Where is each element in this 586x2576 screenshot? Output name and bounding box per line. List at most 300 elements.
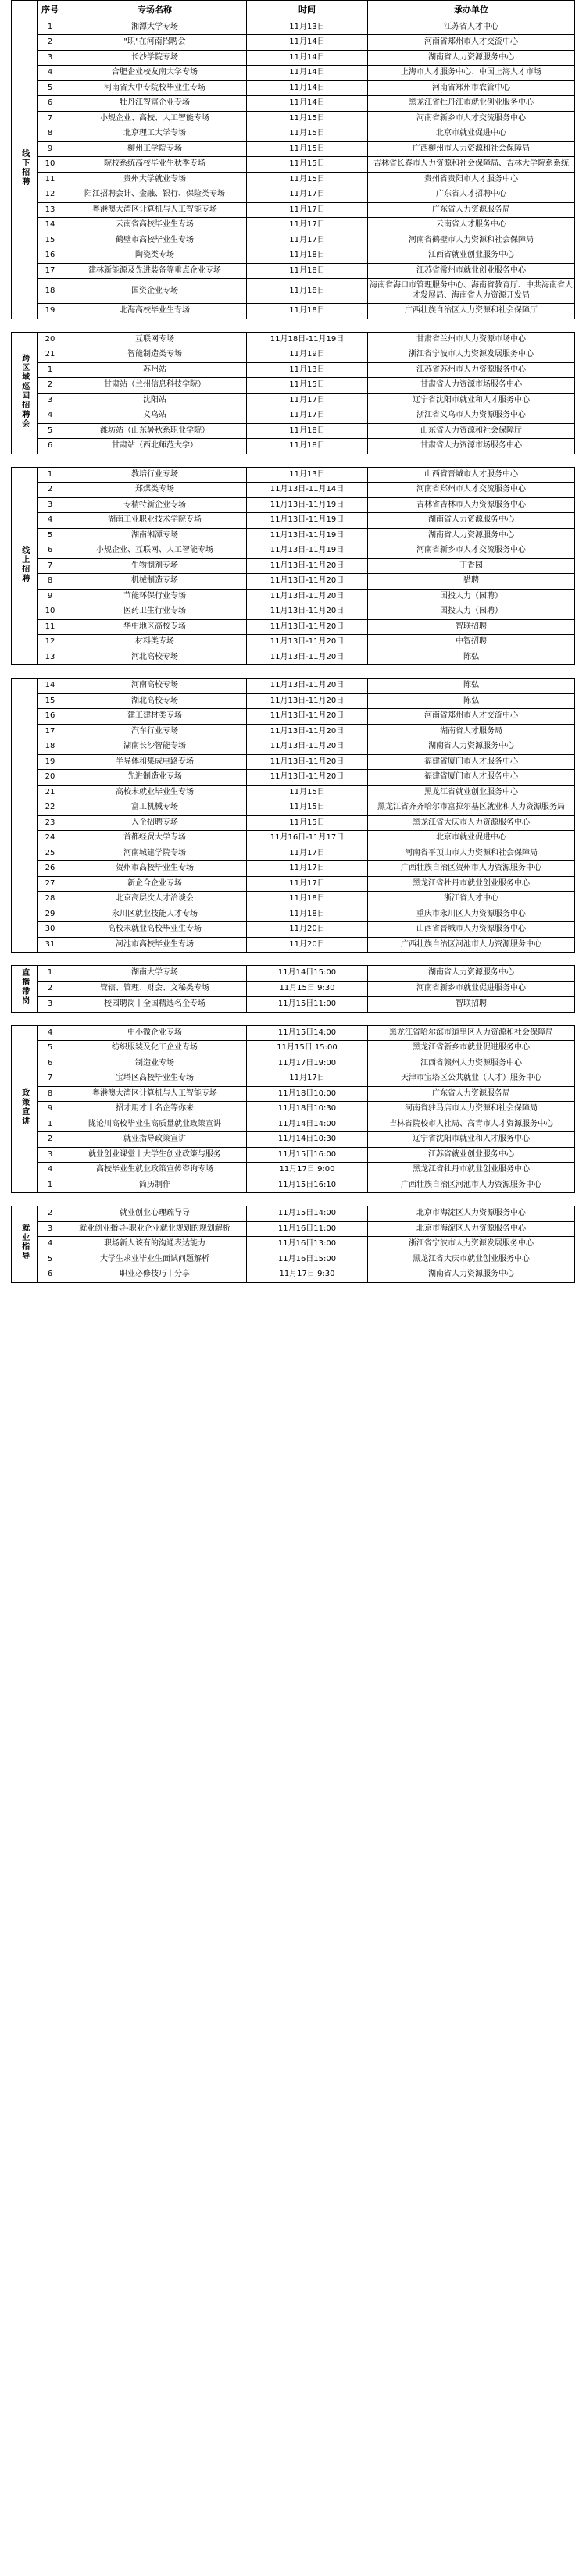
- cell-name: 阳江招聘会计、金融、银行、保险类专场: [63, 187, 247, 203]
- table-row: [12, 483, 575, 498]
- cell-time: 11月13日: [247, 20, 368, 35]
- cell-name: "职"在河南招聘会: [63, 35, 247, 51]
- cell-time: 11月13日-11月20日: [247, 619, 368, 635]
- cell-n: 3: [38, 1147, 63, 1163]
- table-row: [12, 543, 575, 559]
- cell-time: 11月13日: [247, 467, 368, 483]
- cell-time: 11月13日-11月19日: [247, 528, 368, 543]
- cell-org: 河南省郑州市人才交流服务中心: [368, 483, 575, 498]
- cell-org: 江苏省就业创业服务中心: [368, 1147, 575, 1163]
- cell-name: 华中地区高校专场: [63, 619, 247, 635]
- cell-time: 11月18日10:30: [247, 1102, 368, 1117]
- cell-time: 11月17日 9:30: [247, 1267, 368, 1283]
- category-cell: [12, 20, 38, 319]
- cell-org: 浙江省义乌市人力资源服务中心: [368, 408, 575, 424]
- schedule-table: [11, 1025, 575, 1194]
- cell-name: 北京高层次人才洽谈会: [63, 892, 247, 907]
- cell-n: 1: [38, 1117, 63, 1132]
- table-row: [12, 861, 575, 877]
- schedule-table: [11, 332, 575, 454]
- cell-org: 河南省新乡市人才交流服务中心: [368, 111, 575, 126]
- cell-name: 郑煤类专场: [63, 483, 247, 498]
- cell-org: 广西壮族自治区贺州市人力资源服务中心: [368, 861, 575, 877]
- cell-name: 国资企业专场: [63, 279, 247, 304]
- cell-time: 11月16日11:00: [247, 1221, 368, 1237]
- column-header-time: 时间: [247, 1, 368, 20]
- table-row: [12, 604, 575, 620]
- table-row: [12, 679, 575, 694]
- cell-org: 浙江省宁波市人力资源发展服务中心: [368, 347, 575, 363]
- table-row: [12, 1267, 575, 1283]
- cell-org: 北京市海淀区人力资源服务中心: [368, 1206, 575, 1222]
- cell-time: 11月14日: [247, 66, 368, 81]
- cell-org: 重庆市永川区人力资源服务中心: [368, 907, 575, 922]
- cell-time: 11月18日-11月19日: [247, 332, 368, 347]
- cell-name: 富工机械专场: [63, 800, 247, 816]
- cell-name: 入企招聘专场: [63, 815, 247, 831]
- cell-n: 5: [38, 1041, 63, 1056]
- cell-time: 11月13日-11月19日: [247, 497, 368, 513]
- cell-n: 18: [38, 739, 63, 755]
- cell-n: 12: [38, 187, 63, 203]
- table-row: [12, 815, 575, 831]
- cell-n: 6: [38, 1056, 63, 1071]
- cell-name: 甘肃站（兰州信息科技学院）: [63, 378, 247, 394]
- cell-n: 7: [38, 111, 63, 126]
- cell-time: 11月15日14:00: [247, 1025, 368, 1041]
- schedule-table: [11, 678, 575, 953]
- cell-n: 26: [38, 861, 63, 877]
- cell-name: 小规企业、高校、人工智能专场: [63, 111, 247, 126]
- cell-time: 11月15日: [247, 785, 368, 800]
- cell-org: 广东省人才招聘中心: [368, 187, 575, 203]
- cell-time: 11月15日 15:00: [247, 1041, 368, 1056]
- cell-time: 11月18日: [247, 304, 368, 319]
- cell-n: 4: [38, 513, 63, 529]
- cell-time: 11月13日-11月20日: [247, 693, 368, 709]
- cell-org: 甘肃省人力资源市场服务中心: [368, 378, 575, 394]
- cell-org: 湖南省人力资源服务中心: [368, 966, 575, 982]
- table-row: [12, 497, 575, 513]
- cell-time: 11月15日: [247, 141, 368, 157]
- cell-name: 职场新人该有的沟通表达能力: [63, 1237, 247, 1252]
- cell-org: 黑龙江省齐齐哈尔市富拉尔基区就业和人力资源服务局: [368, 800, 575, 816]
- table-row: [12, 1178, 575, 1193]
- cell-time: 11月15日: [247, 378, 368, 394]
- category-cell: [12, 1025, 38, 1193]
- table-row: [12, 785, 575, 800]
- cell-name: 建工建材类专场: [63, 709, 247, 725]
- table-row: [12, 619, 575, 635]
- category-cell: [12, 679, 38, 953]
- cell-name: 柳州工学院专场: [63, 141, 247, 157]
- cell-name: 粤港澳大湾区计算机与人工智能专场: [63, 202, 247, 218]
- category-label: 就业指导: [20, 1224, 29, 1262]
- cell-time: 11月13日-11月20日: [247, 589, 368, 604]
- table-row: [12, 1056, 575, 1071]
- cell-org: 广西壮族自治区人力资源和社会保障厅: [368, 304, 575, 319]
- cell-org: 中智招聘: [368, 635, 575, 650]
- cell-n: 6: [38, 96, 63, 112]
- cell-org: 丁香园: [368, 558, 575, 574]
- cell-time: 11月16日13:00: [247, 1237, 368, 1252]
- cell-org: 黑龙江省牡丹市就业创业服务中心: [368, 1163, 575, 1178]
- cell-n: 5: [38, 423, 63, 439]
- cell-time: 11月14日: [247, 96, 368, 112]
- cell-org: 陈弘: [368, 650, 575, 665]
- table-row: [12, 574, 575, 590]
- cell-time: 11月13日-11月19日: [247, 513, 368, 529]
- cell-name: 大学生求业毕业生面试问题解析: [63, 1252, 247, 1267]
- category-cell: [12, 332, 38, 454]
- cell-n: 4: [38, 1237, 63, 1252]
- table-row: [12, 467, 575, 483]
- cell-name: 甘肃站（西北师范大学）: [63, 439, 247, 454]
- cell-name: 牡丹江智富企业专场: [63, 96, 247, 112]
- cell-n: 9: [38, 1102, 63, 1117]
- cell-name: 陇论川高校毕业生高质量就业政策宣讲: [63, 1117, 247, 1132]
- cell-time: 11月17日: [247, 187, 368, 203]
- cell-org: 贵州省贵阳市人才服务中心: [368, 172, 575, 187]
- table-row: [12, 1102, 575, 1117]
- cell-time: 11月18日10:00: [247, 1086, 368, 1102]
- table-row: [12, 126, 575, 142]
- table-row: [12, 800, 575, 816]
- cell-name: 贵州大学就业专场: [63, 172, 247, 187]
- cell-n: 1: [38, 1178, 63, 1193]
- cell-n: 1: [38, 362, 63, 378]
- cell-time: 11月14日: [247, 35, 368, 51]
- cell-org: 天津市宝塔区公共就业（人才）服务中心: [368, 1071, 575, 1087]
- cell-time: 11月14日10:30: [247, 1132, 368, 1148]
- cell-n: 7: [38, 558, 63, 574]
- cell-org: 北京市就业促进中心: [368, 126, 575, 142]
- cell-name: 高校毕业生就业政策宣传咨询专场: [63, 1163, 247, 1178]
- table-row: [12, 1252, 575, 1267]
- cell-name: 就业指导政策宣讲: [63, 1132, 247, 1148]
- cell-org: 河南省鹤壁市人力资源和社会保障局: [368, 233, 575, 248]
- cell-time: 11月15日: [247, 172, 368, 187]
- cell-n: 15: [38, 233, 63, 248]
- cell-org: 河南省郑州市人才交流中心: [368, 709, 575, 725]
- cell-name: 管辖、管理、财会、文秘类专场: [63, 982, 247, 997]
- cell-time: 11月18日: [247, 892, 368, 907]
- cell-n: 15: [38, 693, 63, 709]
- cell-name: 河北高校专场: [63, 650, 247, 665]
- cell-time: 11月15日14:00: [247, 1206, 368, 1222]
- table-row: [12, 96, 575, 112]
- cell-name: 就业创业课堂丨大学生创业政策与服务: [63, 1147, 247, 1163]
- cell-name: 简历制作: [63, 1178, 247, 1193]
- schedule-blocks: [0, 0, 586, 1283]
- column-header-num: 序号: [38, 1, 63, 20]
- cell-time: 11月15日16:10: [247, 1178, 368, 1193]
- cell-org: 辽宁省沈阳市就业和人才服务中心: [368, 1132, 575, 1148]
- cell-name: 新企合企业专场: [63, 876, 247, 892]
- schedule-table: [11, 467, 575, 666]
- table-row: [12, 1132, 575, 1148]
- table-row: [12, 378, 575, 394]
- cell-n: 27: [38, 876, 63, 892]
- cell-name: 湖南长沙智能专场: [63, 739, 247, 755]
- table-row: [12, 1041, 575, 1056]
- table-row: [12, 709, 575, 725]
- cell-n: 19: [38, 754, 63, 770]
- cell-name: 鹤壁市高校毕业生专场: [63, 233, 247, 248]
- cell-time: 11月15日: [247, 126, 368, 142]
- table-row: [12, 1163, 575, 1178]
- cell-n: 14: [38, 218, 63, 233]
- cell-time: 11月15日: [247, 815, 368, 831]
- cell-org: 福建省厦门市人才服务中心: [368, 770, 575, 786]
- cell-time: 11月13日-11月19日: [247, 543, 368, 559]
- cell-time: 11月15日: [247, 157, 368, 173]
- cell-name: 高校未就业毕业生专场: [63, 785, 247, 800]
- table-row: [12, 233, 575, 248]
- cell-name: 湖南大学专场: [63, 966, 247, 982]
- cell-org: 黑龙江省大庆市就业创业服务中心: [368, 1252, 575, 1267]
- cell-org: 山西省晋城市人力资源服务中心: [368, 922, 575, 938]
- table-row: [12, 393, 575, 408]
- cell-n: 23: [38, 815, 63, 831]
- category-cell: [12, 966, 38, 1013]
- schedule-table: [11, 0, 575, 319]
- cell-n: 2: [38, 483, 63, 498]
- cell-org: 黑龙江省就业创业服务中心: [368, 785, 575, 800]
- cell-time: 11月18日: [247, 439, 368, 454]
- cell-n: 3: [38, 497, 63, 513]
- cell-org: 江苏省人才中心: [368, 20, 575, 35]
- cell-name: 永川区就业技能人才专场: [63, 907, 247, 922]
- cell-n: 1: [38, 20, 63, 35]
- cell-org: 江苏省苏州市人力资源服务中心: [368, 362, 575, 378]
- cell-name: 长沙学院专场: [63, 50, 247, 66]
- cell-n: 4: [38, 1025, 63, 1041]
- cell-name: 贺州市高校毕业生专场: [63, 861, 247, 877]
- cell-name: 先进制造业专场: [63, 770, 247, 786]
- cell-n: 10: [38, 157, 63, 173]
- cell-n: 28: [38, 892, 63, 907]
- table-row: [12, 693, 575, 709]
- table-row: [12, 408, 575, 424]
- cell-org: 北京市就业促进中心: [368, 831, 575, 846]
- table-row: [12, 362, 575, 378]
- cell-name: 沈阳站: [63, 393, 247, 408]
- table-row: [12, 937, 575, 953]
- cell-name: 高校未就业高校毕业生专场: [63, 922, 247, 938]
- table-row: [12, 724, 575, 739]
- cell-org: 湖南省人力资源服务中心: [368, 739, 575, 755]
- cell-name: 校园聘岗丨全国精选名企专场: [63, 996, 247, 1012]
- cell-time: 11月13日-11月20日: [247, 679, 368, 694]
- cell-name: 中小微企业专场: [63, 1025, 247, 1041]
- cell-name: 机械制造专场: [63, 574, 247, 590]
- table-row: [12, 754, 575, 770]
- table-row: [12, 1117, 575, 1132]
- cell-org: 福建省厦门市人才服务中心: [368, 754, 575, 770]
- cell-org: 黑龙江省牡丹江市就业创业服务中心: [368, 96, 575, 112]
- table-row: [12, 1071, 575, 1087]
- cell-n: 3: [38, 996, 63, 1012]
- table-row: [12, 111, 575, 126]
- table-row: [12, 218, 575, 233]
- table-row: [12, 892, 575, 907]
- cell-time: 11月16日-11月17日: [247, 831, 368, 846]
- table-header-row: [12, 1, 575, 20]
- cell-org: 北京市海淀区人力资源服务中心: [368, 1221, 575, 1237]
- cell-n: 2: [38, 1132, 63, 1148]
- cell-time: 11月13日-11月20日: [247, 635, 368, 650]
- cell-n: 11: [38, 619, 63, 635]
- cell-n: 2: [38, 982, 63, 997]
- cell-org: 黑龙江省牡丹市就业创业服务中心: [368, 876, 575, 892]
- cell-time: 11月15日: [247, 111, 368, 126]
- cell-org: 湖南省人力资源服务中心: [368, 1267, 575, 1283]
- category-label: 跨区域巡回招聘会: [20, 354, 29, 429]
- cell-n: 16: [38, 709, 63, 725]
- cell-n: 2: [38, 1206, 63, 1222]
- cell-org: 河南省郑州市农管中心: [368, 80, 575, 96]
- cell-name: 湘潭大学专场: [63, 20, 247, 35]
- cell-n: 8: [38, 126, 63, 142]
- category-label: 直播带岗: [20, 968, 29, 1007]
- cell-n: 3: [38, 393, 63, 408]
- cell-n: 25: [38, 846, 63, 861]
- cell-time: 11月14日14:00: [247, 1117, 368, 1132]
- cell-name: 粤港澳大湾区计算机与人工智能专场: [63, 1086, 247, 1102]
- cell-org: 山东省人力资源和社会保障厅: [368, 423, 575, 439]
- cell-time: 11月17日: [247, 861, 368, 877]
- cell-name: 首都经贸大学专场: [63, 831, 247, 846]
- cell-n: 2: [38, 378, 63, 394]
- cell-org: 河南省平顶山市人力资源和社会保障局: [368, 846, 575, 861]
- cell-n: 20: [38, 770, 63, 786]
- cell-n: 6: [38, 1267, 63, 1283]
- table-row: [12, 279, 575, 304]
- table-row: [12, 202, 575, 218]
- cell-org: 陈弘: [368, 679, 575, 694]
- cell-org: 黑龙江省新乡市就业促进服务中心: [368, 1041, 575, 1056]
- cell-time: 11月17日: [247, 202, 368, 218]
- cell-org: 广西壮族自治区河池市人力资源服务中心: [368, 1178, 575, 1193]
- cell-name: 就业创业心理疏导导: [63, 1206, 247, 1222]
- cell-time: 11月13日-11月20日: [247, 650, 368, 665]
- table-row: [12, 650, 575, 665]
- table-row: [12, 80, 575, 96]
- cell-time: 11月13日: [247, 362, 368, 378]
- cell-time: 11月17日: [247, 846, 368, 861]
- cell-n: 3: [38, 1221, 63, 1237]
- cell-n: 16: [38, 248, 63, 264]
- cell-time: 11月17日: [247, 876, 368, 892]
- cell-n: 13: [38, 650, 63, 665]
- cell-org: 湖南省人才服务局: [368, 724, 575, 739]
- cell-n: 5: [38, 80, 63, 96]
- cell-time: 11月18日: [247, 907, 368, 922]
- cell-name: 北海高校毕业生专场: [63, 304, 247, 319]
- cell-org: 猎聘: [368, 574, 575, 590]
- cell-time: 11月15日 9:30: [247, 982, 368, 997]
- table-row: [12, 996, 575, 1012]
- cell-name: 义乌站: [63, 408, 247, 424]
- cell-n: 29: [38, 907, 63, 922]
- table-row: [12, 1221, 575, 1237]
- cell-n: 7: [38, 1071, 63, 1087]
- cell-n: 11: [38, 172, 63, 187]
- cell-name: 合肥企业校友南大学专场: [63, 66, 247, 81]
- cell-n: 9: [38, 589, 63, 604]
- cell-n: 13: [38, 202, 63, 218]
- table-row: [12, 589, 575, 604]
- cell-name: 节能环保行业专场: [63, 589, 247, 604]
- cell-n: 18: [38, 279, 63, 304]
- cell-org: 江苏省常州市就业创业服务中心: [368, 263, 575, 279]
- cell-time: 11月14日: [247, 80, 368, 96]
- cell-n: 24: [38, 831, 63, 846]
- cell-n: 4: [38, 66, 63, 81]
- cell-org: 湖南省人力资源服务中心: [368, 50, 575, 66]
- cell-name: 河南高校专场: [63, 679, 247, 694]
- cell-n: 8: [38, 574, 63, 590]
- table-row: [12, 1206, 575, 1222]
- cell-n: 19: [38, 304, 63, 319]
- cell-time: 11月13日-11月20日: [247, 739, 368, 755]
- cell-n: 21: [38, 785, 63, 800]
- table-row: [12, 248, 575, 264]
- schedule-table: [11, 1206, 575, 1283]
- cell-org: 甘肃省人力资源市场服务中心: [368, 439, 575, 454]
- column-header-name: 专场名称: [63, 1, 247, 20]
- cell-n: 2: [38, 35, 63, 51]
- table-row: [12, 876, 575, 892]
- cell-time: 11月13日-11月20日: [247, 574, 368, 590]
- cell-time: 11月13日-11月20日: [247, 724, 368, 739]
- table-row: [12, 35, 575, 51]
- cell-time: 11月17日: [247, 233, 368, 248]
- table-row: [12, 66, 575, 81]
- cell-n: 9: [38, 141, 63, 157]
- table-row: [12, 1025, 575, 1041]
- cell-name: 制造业专场: [63, 1056, 247, 1071]
- cell-name: 材料类专场: [63, 635, 247, 650]
- cell-time: 11月17日: [247, 393, 368, 408]
- cell-time: 11月17日: [247, 218, 368, 233]
- cell-n: 5: [38, 1252, 63, 1267]
- cell-n: 21: [38, 347, 63, 363]
- cell-name: 就业创业指导-职业企业就业规划的规划解析: [63, 1221, 247, 1237]
- cell-time: 11月15日16:00: [247, 1147, 368, 1163]
- cell-org: 河南省新乡市人才交流服务中心: [368, 543, 575, 559]
- cell-org: 陈弘: [368, 693, 575, 709]
- category-label: 政策宣讲: [20, 1088, 29, 1127]
- table-row: [12, 966, 575, 982]
- cell-n: 30: [38, 922, 63, 938]
- table-row: [12, 439, 575, 454]
- cell-org: 云南省人才服务中心: [368, 218, 575, 233]
- cell-org: 河南省新乡市就业促进服务中心: [368, 982, 575, 997]
- category-cell: [12, 1206, 38, 1283]
- table-row: [12, 347, 575, 363]
- cell-name: 教培行业专场: [63, 467, 247, 483]
- category-label: 线下招聘: [20, 148, 29, 187]
- cell-org: 广西柳州市人力资源和社会保障局: [368, 141, 575, 157]
- cell-n: 17: [38, 263, 63, 279]
- cell-org: 国投人力（园聘）: [368, 604, 575, 620]
- table-row: [12, 513, 575, 529]
- cell-n: 10: [38, 604, 63, 620]
- cell-time: 11月17日: [247, 1071, 368, 1087]
- cell-n: 12: [38, 635, 63, 650]
